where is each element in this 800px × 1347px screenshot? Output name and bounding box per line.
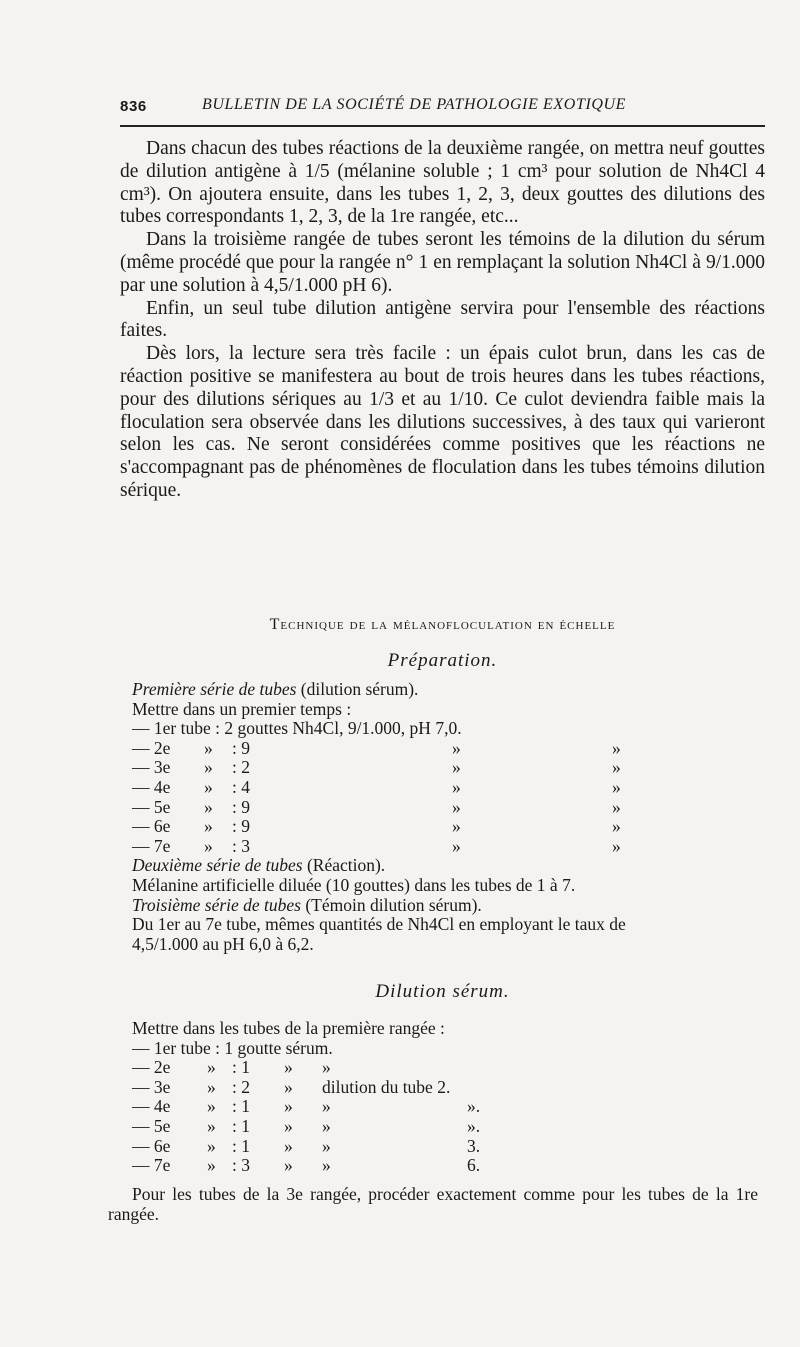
dil-rows (132, 1058, 772, 1176)
header-rule (120, 125, 765, 127)
ditto-mark: » (284, 1096, 293, 1117)
serie1-title: Première série de tubes (132, 679, 297, 699)
prep-rows (132, 739, 772, 857)
tube-label: — 2e (132, 1057, 171, 1078)
ditto-mark: » (612, 776, 621, 797)
dilution-tube: ». (467, 1096, 481, 1117)
ditto-mark: » (207, 1115, 216, 1136)
section-title: Technique de la mélanofloculation en échelle (269, 616, 616, 633)
tube-label: — 6e (132, 816, 171, 837)
tube-label: — 7e (132, 1155, 171, 1176)
ditto-mark: » (612, 835, 621, 856)
ditto-mark: » (284, 1115, 293, 1136)
dil-tube-row (132, 1117, 772, 1137)
drop-count: : 2 (232, 757, 250, 778)
serie2-text: Mélanine artificielle diluée (10 gouttes) dans les tubes de 1 à 7. (132, 874, 576, 895)
tube-label: — 3e (132, 757, 171, 778)
dilution-source: dilution du tube 2. (322, 1076, 451, 1097)
preparation-intro: Mettre dans un premier temps : (132, 698, 352, 719)
ditto-mark: » (204, 816, 213, 837)
ditto-mark: » (452, 796, 461, 817)
serie2-rest: (Réaction). (302, 855, 386, 876)
drop-count: : 3 (232, 835, 250, 856)
journal-title: BULLETIN DE LA SOCIÉTÉ DE PATHOLOGIE EXOTIQUE (202, 96, 627, 113)
ditto-mark: » (207, 1096, 216, 1117)
drop-count: : 9 (232, 816, 250, 837)
paragraph-2: Dans la troisième rangée de tubes seront les témoins de la dilution du sérum (même procédé que pour la rangée n° 1 en remplaçant la solution Nh4Cl à 9/1.000 par une solution à 4,5/1.000 pH 6). (120, 229, 765, 296)
tube-label: — 3e (132, 1076, 171, 1097)
ditto-mark: » (452, 737, 461, 758)
dil-tube-row (132, 1058, 772, 1078)
paragraph-1: Dans chacun des tubes réactions de la deuxième rangée, on mettra neuf gouttes de dilution antigène à 1/5 (mélanine soluble ; 1 cm³ pour solution de Nh4Cl 4 cm³). On ajoutera ensuite, dans les tubes 1, 2, 3, deux gouttes des dilutions des tubes correspondants 1, 2, 3, de la 1re rangée, etc... (120, 138, 765, 228)
ditto-mark: » (284, 1155, 293, 1176)
ditto-mark: » (452, 776, 461, 797)
drop-count: : 1 (232, 1096, 250, 1117)
body-text (120, 138, 765, 503)
dil-first-label: — 1er tube (132, 1037, 211, 1058)
ditto-mark: » (204, 796, 213, 817)
prep-tube-row (132, 798, 772, 818)
dil-tube-row (132, 1078, 772, 1098)
tube-label: — 2e (132, 737, 171, 758)
preparation-heading: Préparation. (387, 650, 498, 671)
dilution-tube: ». (467, 1115, 481, 1136)
dilution-tube: 3. (467, 1135, 481, 1156)
dil-tube-row (132, 1156, 772, 1176)
drop-count: : 4 (232, 776, 250, 797)
ditto-mark: » (612, 757, 621, 778)
prep-first-label: — 1er tube (132, 718, 211, 739)
prep-first-value: : 2 gouttes Nh4Cl, 9/1.000, pH 7,0. (215, 718, 462, 739)
tube-label: — 7e (132, 835, 171, 856)
ditto-mark: » (452, 835, 461, 856)
tube-label: — 6e (132, 1135, 171, 1156)
ditto-mark: » (204, 737, 213, 758)
dil-first-value: : 1 goutte sérum. (215, 1037, 333, 1058)
tube-label: — 5e (132, 1115, 171, 1136)
prep-tube-row (132, 739, 772, 759)
page-number: 836 (120, 98, 147, 115)
dilution-source: » (322, 1115, 331, 1136)
paragraph-3: Enfin, un seul tube dilution antigène servira pour l'ensemble des réactions faites. (120, 297, 765, 342)
tube-label: — 5e (132, 796, 171, 817)
serie3-title: Troisième série de tubes (132, 894, 301, 915)
serie3-line (132, 896, 772, 916)
paragraph-4: Dès lors, la lecture sera très facile : un épais culot brun, dans les cas de réaction positive se manifestera au bout de trois heures dans les tubes réactions, pour des dilutions sériques au 1/3 et au 1/10. Ce culot deviendra faible mais la floculation sera observée dans les dilutions successives, à des taux qui varieront selon les cas. Ne seront considérées comme positives que les réactions ne s'accompagnant pas de phénomènes de floculation dans les tubes témoins dilution sérique. (120, 343, 765, 501)
dilution-section (132, 1019, 772, 1176)
drop-count: : 9 (232, 796, 250, 817)
serie1-rest: (dilution sérum). (296, 679, 419, 699)
ditto-mark: » (207, 1076, 216, 1097)
serie3-text-2: 4,5/1.000 au pH 6,0 à 6,2. (132, 933, 314, 954)
prep-first-row (132, 719, 772, 739)
serie3-text-1: Du 1er au 7e tube, mêmes quantités de Nh4Cl en employant le taux de (132, 914, 626, 935)
dilution-source: » (322, 1155, 331, 1176)
ditto-mark: » (207, 1135, 216, 1156)
dilution-tube: 6. (467, 1155, 481, 1176)
drop-count: : 1 (232, 1135, 250, 1156)
serie3-rest: (Témoin dilution sérum). (300, 894, 482, 915)
dilution-intro: Mettre dans les tubes de la première rangée : (132, 1018, 445, 1038)
dil-tube-row (132, 1097, 772, 1117)
ditto-mark: » (452, 757, 461, 778)
dil-tube-row (132, 1137, 772, 1157)
ditto-mark: » (284, 1057, 293, 1078)
prep-tube-row (132, 758, 772, 778)
ditto-mark: » (204, 776, 213, 797)
ditto-mark: » (204, 757, 213, 778)
ditto-mark: » (284, 1076, 293, 1097)
ditto-mark: » (207, 1155, 216, 1176)
dilution-source: » (322, 1057, 331, 1078)
serie1-line (132, 680, 772, 700)
drop-count: : 3 (232, 1155, 250, 1176)
serie2-line (132, 856, 772, 876)
drop-count: : 9 (232, 737, 250, 758)
closing-paragraph: Pour les tubes de la 3e rangée, procéder exactement comme pour les tubes de la 1re rangée. (108, 1184, 758, 1224)
drop-count: : 2 (232, 1076, 250, 1097)
drop-count: : 1 (232, 1057, 250, 1078)
ditto-mark: » (452, 816, 461, 837)
dil-first-row (132, 1039, 772, 1059)
dilution-heading: Dilution sérum. (375, 981, 510, 1002)
ditto-mark: » (612, 796, 621, 817)
ditto-mark: » (612, 737, 621, 758)
prep-tube-row (132, 778, 772, 798)
ditto-mark: » (207, 1057, 216, 1078)
prep-tube-row (132, 817, 772, 837)
preparation-section (132, 680, 772, 954)
ditto-mark: » (204, 835, 213, 856)
drop-count: : 1 (232, 1115, 250, 1136)
ditto-mark: » (612, 816, 621, 837)
serie2-title: Deuxième série de tubes (132, 855, 303, 876)
dilution-source: » (322, 1135, 331, 1156)
tube-label: — 4e (132, 776, 171, 797)
dilution-source: » (322, 1096, 331, 1117)
prep-tube-row (132, 837, 772, 857)
ditto-mark: » (284, 1135, 293, 1156)
tube-label: — 4e (132, 1096, 171, 1117)
